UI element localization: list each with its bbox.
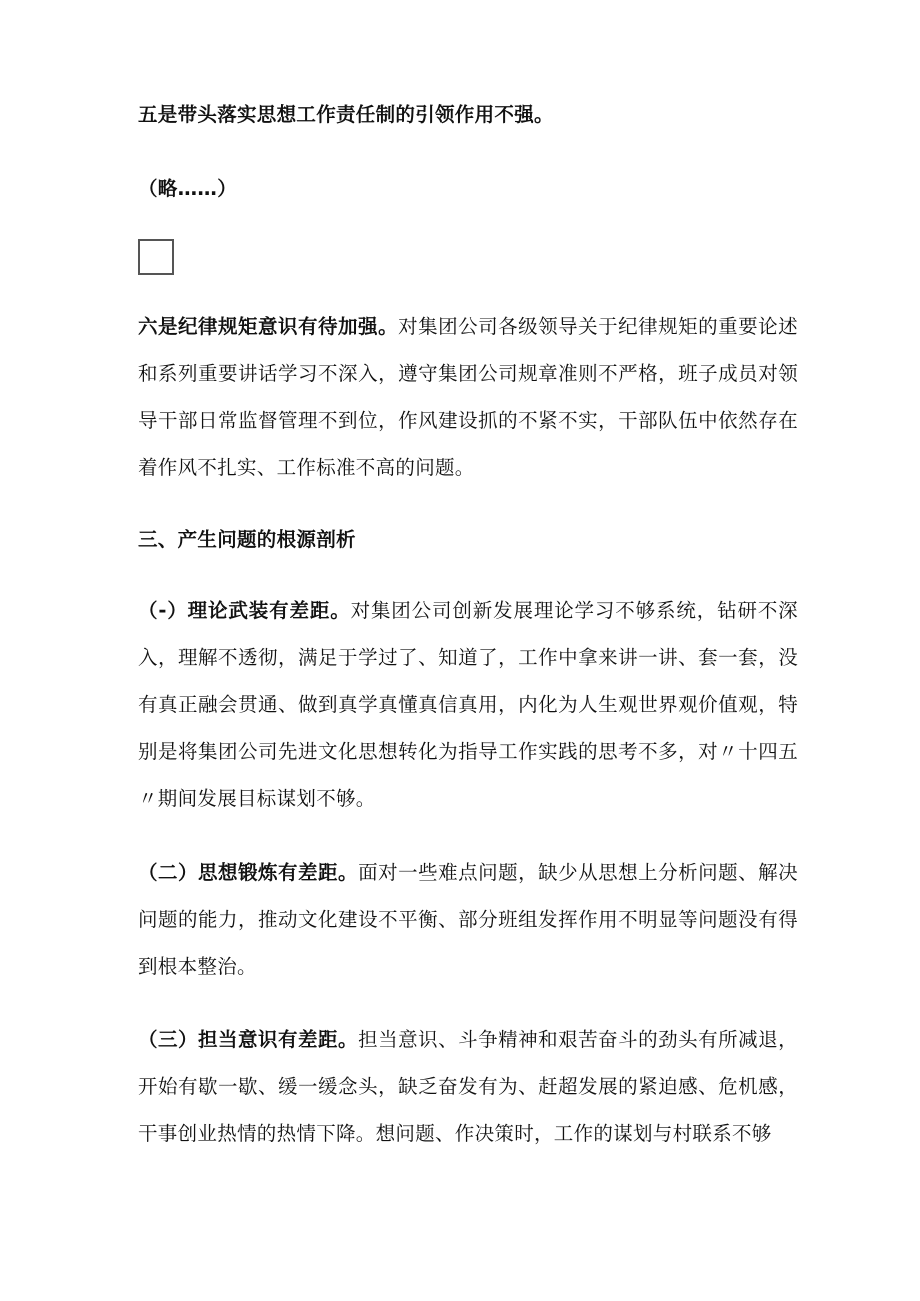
paragraph-body: 对集团公司创新发展理论学习不够系统，钻研不深入，理解不透彻，满足于学过了、知道了，工作中拿来讲一讲、套一套，没有真正融会贯通、做到真学真懂真信真用，内化为人生观世界观价值观，特别是将集团公司先进文化思想转化为指导工作实践的思考不多，对〃十四五〃期间发展目标谋划不够。 bbox=[138, 599, 798, 810]
paragraph-p2 bbox=[138, 165, 798, 212]
paragraph-p6 bbox=[138, 849, 798, 990]
paragraph-heading: 三、产生问题的根源剖析 bbox=[138, 528, 356, 551]
empty-checkbox[interactable] bbox=[138, 239, 174, 275]
paragraph-body: 对集团公司各级领导关于纪律规矩的重要论述和系列重要讲话学习不深入，遵守集团公司规章准则不严格，班子成员对领导干部日常监督管理不到位，作风建设抓的不紧不实，干部队伍中依然存在着作风不扎实、工作标准不高的问题。 bbox=[138, 315, 798, 479]
section-heading bbox=[138, 516, 798, 563]
paragraph-body: 担当意识、斗争精神和艰苦奋斗的劲头有所减退，开始有歇一歇、缓一缓念头，缺乏奋发有为、赶超发展的紧迫感、危机感，干事创业热情的热情下降。想问题、作决策时，工作的谋划与村联系不够 bbox=[138, 1028, 798, 1145]
paragraph-heading: （三）担当意识有差距。 bbox=[138, 1028, 359, 1051]
paragraph-heading: 六是纪律规矩意识有待加强。 bbox=[138, 315, 399, 338]
paragraph-body: 面对一些难点问题，缺少从思想上分析问题、解决问题的能力，推动文化建设不平衡、部分班组发挥作用不明显等问题没有得到根本整治。 bbox=[138, 861, 798, 978]
paragraph-heading: （略……） bbox=[138, 177, 237, 200]
paragraph-heading: （-）理论武装有差距。 bbox=[138, 599, 351, 622]
paragraph-heading: 五是带头落实思想工作责任制的引领作用不强。 bbox=[138, 103, 554, 126]
paragraph-heading: （二）思想锻炼有差距。 bbox=[138, 861, 359, 884]
paragraph-p7 bbox=[138, 1016, 798, 1157]
paragraph-p3 bbox=[138, 303, 798, 491]
paragraph-p5 bbox=[138, 587, 798, 822]
paragraph-p1 bbox=[138, 91, 798, 138]
